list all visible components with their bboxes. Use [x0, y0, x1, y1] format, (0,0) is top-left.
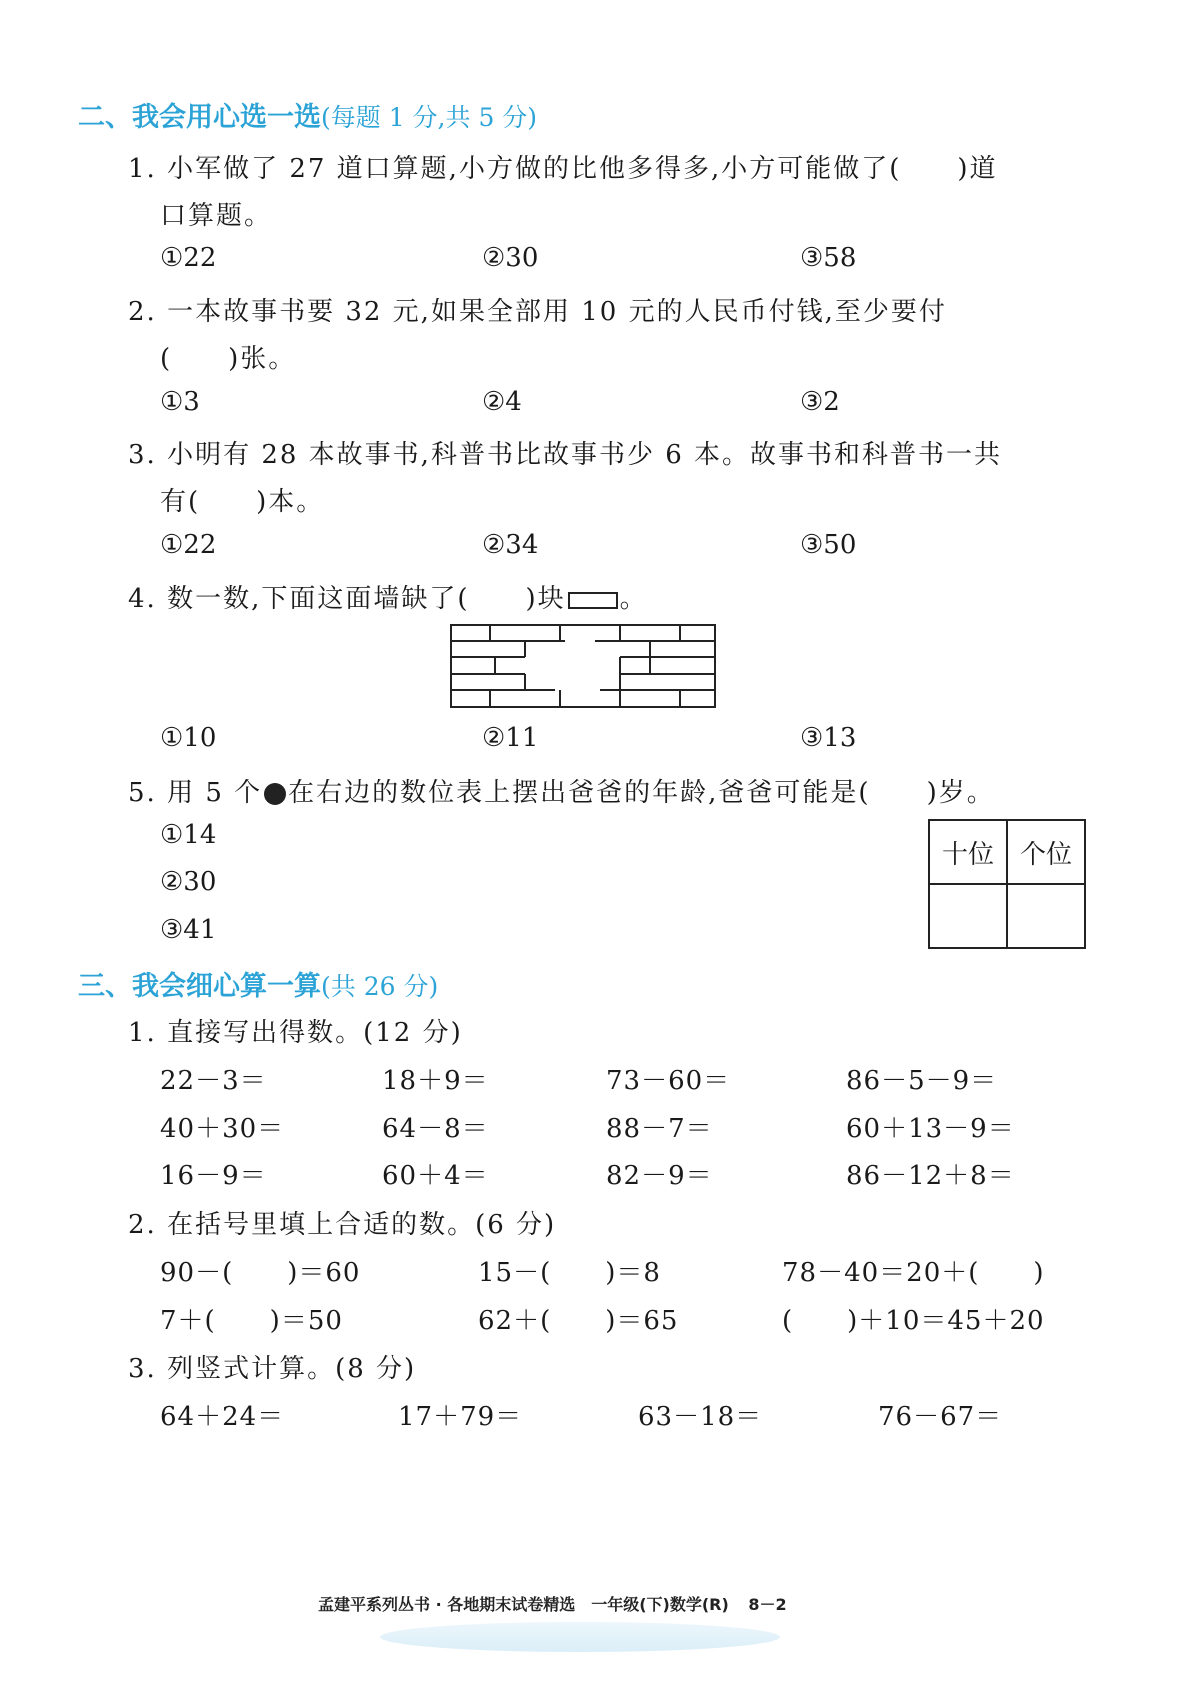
q3-option-2: ②34	[482, 530, 539, 560]
question-2-line2: ( )张。	[160, 344, 297, 374]
question-4-text: 4. 数一数,下面这面墙缺了( )块	[128, 584, 566, 614]
section3-title: 三、我会细心算一算	[78, 971, 321, 1002]
footer-page-number: 8－2	[748, 1595, 787, 1614]
section3-heading	[78, 964, 438, 1003]
section2-heading	[78, 95, 537, 134]
q1-option-2: ②30	[482, 243, 539, 273]
question-1-line2: 口算题。	[160, 201, 273, 231]
place-value-table	[928, 819, 1086, 949]
vertical-calc-item: 64＋24＝	[160, 1402, 285, 1432]
brick-wall-figure	[450, 624, 716, 708]
calc-q1-title: 1. 直接写出得数。(12 分)	[128, 1018, 463, 1048]
question-1-line1: 1. 小军做了 27 道口算题,小方做的比他多得多,小方可能做了( )道	[128, 154, 998, 184]
q4-option-3: ③13	[800, 723, 857, 753]
bead-icon	[264, 783, 286, 805]
vertical-calc-item: 63－18＝	[638, 1402, 763, 1432]
place-value-header-tens: 十位	[929, 820, 1007, 884]
question-3-line2: 有( )本。	[160, 487, 325, 517]
q5-option-1: ①14	[160, 820, 217, 850]
vertical-calc-item: 76－67＝	[878, 1402, 1003, 1432]
calc-item: 16－9＝	[160, 1161, 267, 1191]
footer-decoration	[380, 1622, 780, 1652]
q4-option-2: ②11	[482, 723, 539, 753]
section2-points: (每题 1 分,共 5 分)	[321, 103, 538, 132]
fill-item: 62＋( )＝65	[478, 1306, 679, 1336]
calc-item: 22－3＝	[160, 1066, 267, 1096]
q5-option-3: ③41	[160, 915, 217, 945]
fill-item: 90－( )＝60	[160, 1258, 361, 1288]
q3-option-3: ③50	[800, 530, 857, 560]
fill-item: ( )＋10＝45＋20	[782, 1306, 1045, 1336]
calc-item: 40＋30＝	[160, 1114, 285, 1144]
q2-option-3: ③2	[800, 387, 840, 417]
q1-option-1: ①22	[160, 243, 217, 273]
question-3-line1: 3. 小明有 28 本故事书,科普书比故事书少 6 本。故事书和科普书一共	[128, 440, 1003, 470]
fill-item: 15－( )＝8	[478, 1258, 661, 1288]
q5-option-2: ②30	[160, 867, 217, 897]
question-5-text-a: 5. 用 5 个	[128, 778, 263, 808]
calc-item: 18＋9＝	[382, 1066, 489, 1096]
section3-points: (共 26 分)	[321, 972, 439, 1001]
calc-item: 60＋13－9＝	[846, 1114, 1015, 1144]
q2-option-1: ①3	[160, 387, 200, 417]
place-value-cell-tens	[929, 884, 1007, 948]
calc-item: 86－12＋8＝	[846, 1161, 1015, 1191]
calc-item: 88－7＝	[606, 1114, 713, 1144]
question-5-text-b: 在右边的数位表上摆出爸爸的年龄,爸爸可能是( )岁。	[288, 778, 995, 808]
question-4-end: 。	[619, 584, 648, 614]
question-4-line	[128, 578, 648, 615]
calc-item: 86－5－9＝	[846, 1066, 998, 1096]
q1-option-3: ③58	[800, 243, 857, 273]
q4-option-1: ①10	[160, 723, 217, 753]
fill-item: 78－40＝20＋( )	[782, 1258, 1045, 1288]
vertical-calc-item: 17＋79＝	[398, 1402, 523, 1432]
brick-icon	[568, 592, 618, 609]
calc-item: 60＋4＝	[382, 1161, 489, 1191]
q3-option-1: ①22	[160, 530, 217, 560]
place-value-cell-ones	[1007, 884, 1085, 948]
q2-option-2: ②4	[482, 387, 522, 417]
section2-title: 二、我会用心选一选	[78, 102, 321, 133]
calc-item: 64－8＝	[382, 1114, 489, 1144]
calc-q3-title: 3. 列竖式计算。(8 分)	[128, 1354, 417, 1384]
question-5-line	[128, 772, 995, 809]
page-footer	[318, 1592, 787, 1615]
footer-text: 孟建平系列丛书 · 各地期末试卷精选 一年级(下)数学(R)	[318, 1595, 729, 1614]
calc-q2-title: 2. 在括号里填上合适的数。(6 分)	[128, 1210, 557, 1240]
calc-item: 73－60＝	[606, 1066, 731, 1096]
place-value-header-ones: 个位	[1007, 820, 1085, 884]
calc-item: 82－9＝	[606, 1161, 713, 1191]
question-2-line1: 2. 一本故事书要 32 元,如果全部用 10 元的人民币付钱,至少要付	[128, 297, 947, 327]
fill-item: 7＋( )＝50	[160, 1306, 343, 1336]
